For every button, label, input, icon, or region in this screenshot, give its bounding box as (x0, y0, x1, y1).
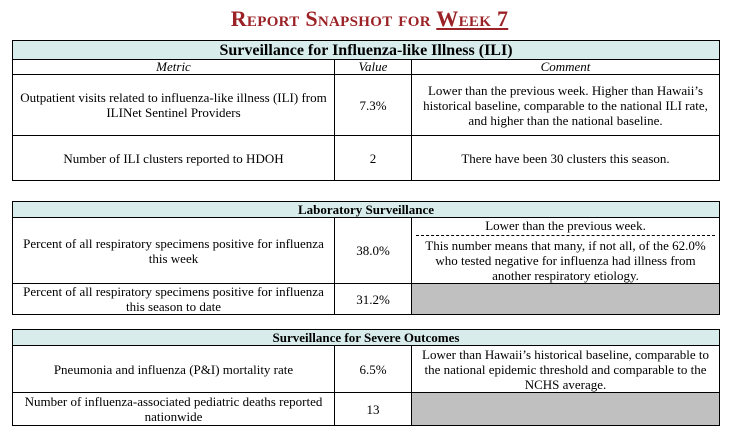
metric-cell: Number of ILI clusters reported to HDOH (13, 136, 335, 181)
ili-table (12, 40, 720, 181)
value-cell: 31.2% (335, 284, 412, 315)
table-row (13, 75, 720, 136)
column-header-comment: Comment (412, 60, 720, 75)
table-row (13, 284, 720, 315)
metric-cell: Percent of all respiratory specimens positive for influenza this season to date (13, 284, 335, 315)
report-title (0, 6, 739, 32)
column-header-value: Value (335, 60, 412, 75)
comment-cell: There have been 30 clusters this season. (412, 136, 720, 181)
report-title-week: Week 7 (436, 6, 509, 31)
table-row (13, 136, 720, 181)
column-header-metric: Metric (13, 60, 335, 75)
table-row (13, 218, 720, 284)
comment-summary: Lower than the previous week. (416, 218, 715, 236)
empty-comment-cell (412, 284, 720, 315)
metric-cell: Number of influenza-associated pediatric deaths reported nationwide (13, 393, 335, 426)
metric-cell: Pneumonia and influenza (P&I) mortality rate (13, 346, 335, 393)
table-row (13, 346, 720, 393)
value-cell: 6.5% (335, 346, 412, 393)
metric-cell: Outpatient visits related to influenza-like illness (ILI) from ILINet Sentinel Providers (13, 75, 335, 136)
empty-comment-cell (412, 393, 720, 426)
value-cell: 2 (335, 136, 412, 181)
severe-outcomes-table (12, 329, 720, 426)
comment-cell: Lower than the previous week. Higher than Hawaii’s historical baseline, comparable to the national ILI rate, and higher than the national baseline. (412, 75, 720, 136)
metric-cell: Percent of all respiratory specimens positive for influenza this week (13, 218, 335, 284)
comment-detail: This number means that many, if not all, of the 62.0% who tested negative for influenza had illness from another respiratory etiology. (425, 238, 706, 283)
report-title-prefix: Report Snapshot for (230, 6, 437, 31)
lab-table (12, 201, 720, 315)
ili-table-header: Surveillance for Influenza-like Illness (ILI) (13, 41, 720, 60)
severe-table-header: Surveillance for Severe Outcomes (13, 330, 720, 346)
comment-cell: Lower than Hawaii’s historical baseline, comparable to the national epidemic threshold and comparable to the NCHS average. (412, 346, 720, 393)
table-row (13, 393, 720, 426)
lab-table-header: Laboratory Surveillance (13, 202, 720, 218)
value-cell: 38.0% (335, 218, 412, 284)
value-cell: 7.3% (335, 75, 412, 136)
value-cell: 13 (335, 393, 412, 426)
comment-cell (412, 218, 720, 284)
